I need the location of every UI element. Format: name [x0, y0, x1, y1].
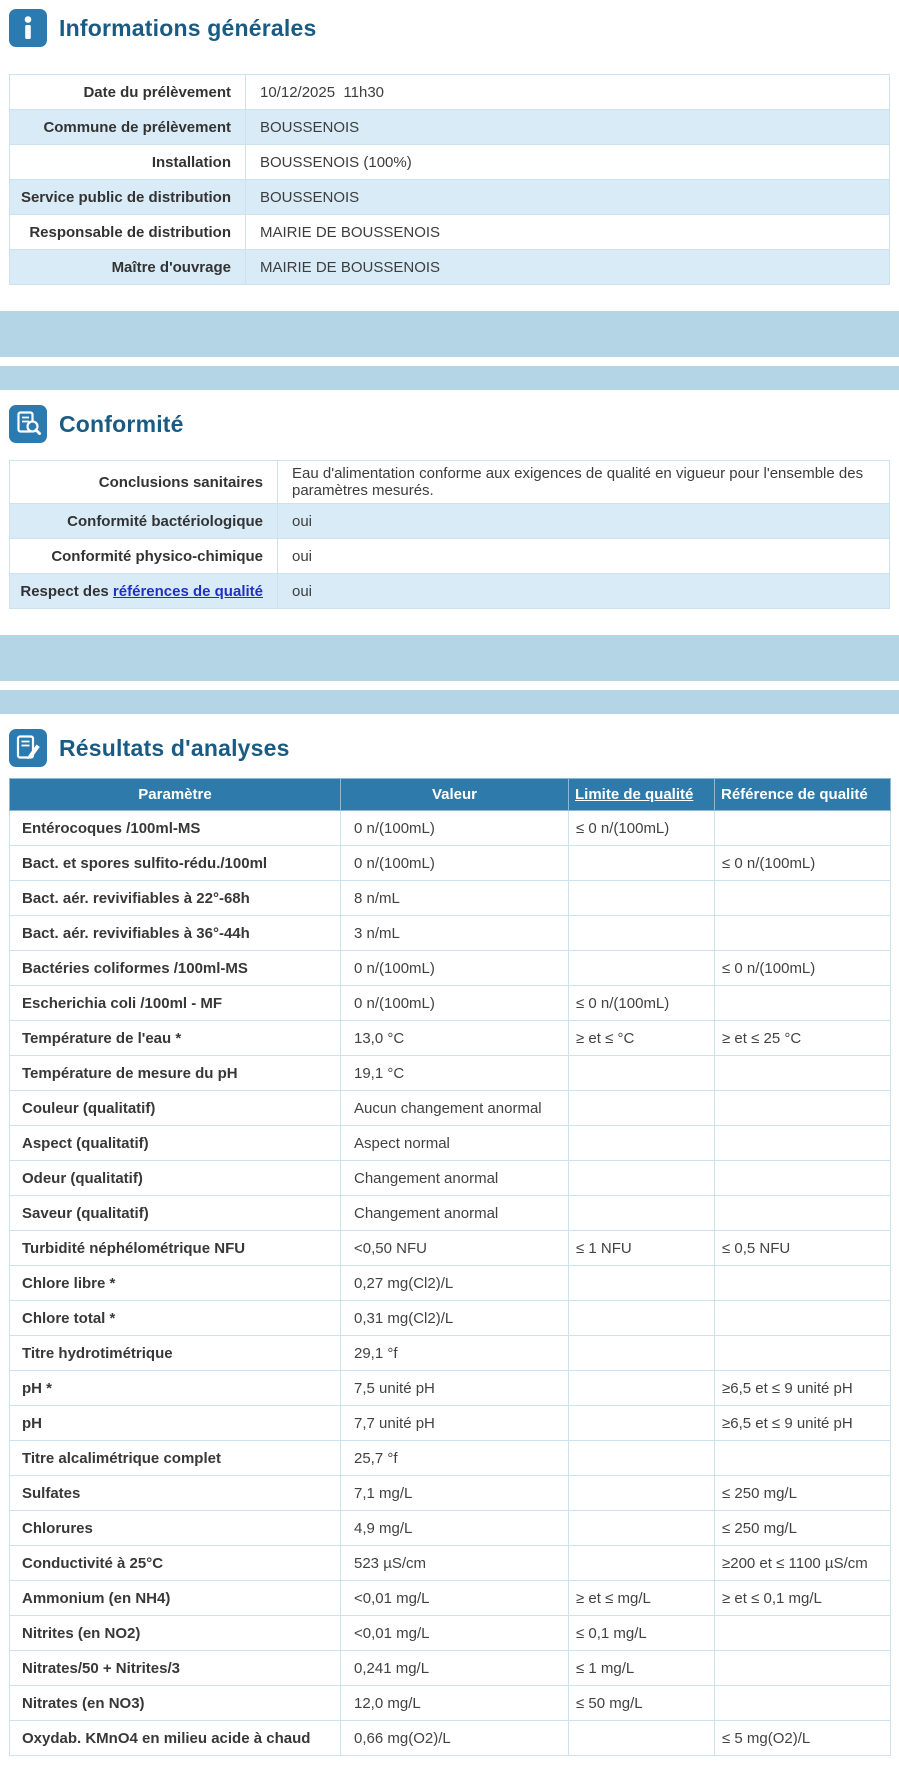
result-row — [10, 951, 891, 986]
result-value — [569, 1091, 715, 1126]
row-value: oui — [278, 574, 890, 609]
result-row — [10, 1581, 891, 1616]
general-info-table — [9, 74, 890, 285]
result-value: 13,0 °C — [341, 1021, 569, 1056]
result-row — [10, 1126, 891, 1161]
result-value — [569, 1441, 715, 1476]
parameter-name: Escherichia coli /100ml - MF — [10, 986, 341, 1021]
table-row — [10, 574, 890, 609]
result-row — [10, 811, 891, 846]
row-value: BOUSSENOIS — [246, 110, 890, 145]
parameter-name: Nitrates/50 + Nitrites/3 — [10, 1651, 341, 1686]
table-row — [10, 504, 890, 539]
result-row — [10, 1616, 891, 1651]
parameter-name: Odeur (qualitatif) — [10, 1161, 341, 1196]
result-value: ≤ 250 mg/L — [715, 1476, 891, 1511]
row-label: Conclusions sanitaires — [10, 461, 278, 504]
separator-band-4 — [0, 690, 899, 714]
row-value: MAIRIE DE BOUSSENOIS — [246, 215, 890, 250]
result-value: 523 µS/cm — [341, 1546, 569, 1581]
result-value: ≥ et ≤ 25 °C — [715, 1021, 891, 1056]
result-value: 3 n/mL — [341, 916, 569, 951]
result-value: 19,1 °C — [341, 1056, 569, 1091]
result-value: ≥ et ≤ °C — [569, 1021, 715, 1056]
result-value: 25,7 °f — [341, 1441, 569, 1476]
result-value: 0,31 mg(Cl2)/L — [341, 1301, 569, 1336]
table-row — [10, 461, 890, 504]
result-value: ≤ 1 mg/L — [569, 1651, 715, 1686]
results-header-row — [10, 779, 891, 811]
result-value — [715, 1056, 891, 1091]
row-label: Date du prélèvement — [10, 75, 246, 110]
info-icon — [9, 9, 47, 47]
section-title-conformity: Conformité — [59, 410, 184, 437]
parameter-name: Couleur (qualitatif) — [10, 1091, 341, 1126]
row-label: Maître d'ouvrage — [10, 250, 246, 285]
result-value: 0,27 mg(Cl2)/L — [341, 1266, 569, 1301]
general-info-tbody — [10, 75, 890, 285]
result-value — [569, 1161, 715, 1196]
result-value: ≤ 0,1 mg/L — [569, 1616, 715, 1651]
result-value: 0 n/(100mL) — [341, 986, 569, 1021]
parameter-name: Aspect (qualitatif) — [10, 1126, 341, 1161]
result-value: ≤ 0,5 NFU — [715, 1231, 891, 1266]
parameter-name: Bactéries coliformes /100ml-MS — [10, 951, 341, 986]
table-row — [10, 145, 890, 180]
result-value: <0,50 NFU — [341, 1231, 569, 1266]
results-table — [9, 778, 891, 1756]
result-value: 0 n/(100mL) — [341, 811, 569, 846]
parameter-name: Ammonium (en NH4) — [10, 1581, 341, 1616]
parameter-name: Chlorures — [10, 1511, 341, 1546]
parameter-name: Saveur (qualitatif) — [10, 1196, 341, 1231]
column-header-3: Référence de qualité — [715, 779, 891, 811]
row-value: Eau d'alimentation conforme aux exigences de qualité en vigueur pour l'ensemble des paramètres mesurés. — [278, 461, 890, 504]
table-row — [10, 180, 890, 215]
result-row — [10, 1336, 891, 1371]
result-value: Changement anormal — [341, 1196, 569, 1231]
result-value — [715, 916, 891, 951]
result-row — [10, 1161, 891, 1196]
result-value — [715, 1441, 891, 1476]
section-header-general — [9, 6, 890, 50]
table-row — [10, 110, 890, 145]
result-row — [10, 1511, 891, 1546]
result-value: ≤ 5 mg(O2)/L — [715, 1721, 891, 1756]
column-header-1: Valeur — [341, 779, 569, 811]
row-label: Installation — [10, 145, 246, 180]
result-value: 12,0 mg/L — [341, 1686, 569, 1721]
result-value: 0 n/(100mL) — [341, 846, 569, 881]
document-pencil-icon — [9, 729, 47, 767]
result-value — [715, 881, 891, 916]
result-row — [10, 1651, 891, 1686]
result-value — [569, 1336, 715, 1371]
results-tbody — [10, 811, 891, 1756]
result-row — [10, 1266, 891, 1301]
result-value: <0,01 mg/L — [341, 1616, 569, 1651]
result-row — [10, 1056, 891, 1091]
row-value: 10/12/2025 11h30 — [246, 75, 890, 110]
parameter-name: Entérocoques /100ml-MS — [10, 811, 341, 846]
result-row — [10, 1686, 891, 1721]
parameter-name: Température de mesure du pH — [10, 1056, 341, 1091]
result-value: 0,66 mg(O2)/L — [341, 1721, 569, 1756]
separator-band-3 — [0, 635, 899, 681]
result-row — [10, 1301, 891, 1336]
result-row — [10, 1196, 891, 1231]
result-value — [715, 1301, 891, 1336]
table-row — [10, 250, 890, 285]
result-value: ≤ 0 n/(100mL) — [569, 811, 715, 846]
row-value: MAIRIE DE BOUSSENOIS — [246, 250, 890, 285]
result-value — [569, 951, 715, 986]
result-value: <0,01 mg/L — [341, 1581, 569, 1616]
result-value — [569, 1721, 715, 1756]
result-value — [569, 1196, 715, 1231]
result-value — [569, 916, 715, 951]
parameter-name: Chlore libre * — [10, 1266, 341, 1301]
result-value — [715, 986, 891, 1021]
result-value: 0 n/(100mL) — [341, 951, 569, 986]
result-value: Aucun changement anormal — [341, 1091, 569, 1126]
result-value: 7,5 unité pH — [341, 1371, 569, 1406]
result-value: ≤ 0 n/(100mL) — [569, 986, 715, 1021]
result-row — [10, 881, 891, 916]
table-row — [10, 75, 890, 110]
parameter-name: Température de l'eau * — [10, 1021, 341, 1056]
document-magnifier-icon — [9, 405, 47, 443]
result-value: ≥6,5 et ≤ 9 unité pH — [715, 1406, 891, 1441]
parameter-name: pH — [10, 1406, 341, 1441]
result-value — [569, 1301, 715, 1336]
parameter-name: Sulfates — [10, 1476, 341, 1511]
result-row — [10, 1476, 891, 1511]
row-label: Responsable de distribution — [10, 215, 246, 250]
column-header-2[interactable] — [569, 779, 715, 811]
result-row — [10, 986, 891, 1021]
result-row — [10, 916, 891, 951]
quality-limit-header-link[interactable]: Limite de qualité — [575, 786, 694, 803]
row-label: Conformité physico-chimique — [10, 539, 278, 574]
result-value: 7,7 unité pH — [341, 1406, 569, 1441]
result-row — [10, 846, 891, 881]
parameter-name: Turbidité néphélométrique NFU — [10, 1231, 341, 1266]
row-value: oui — [278, 504, 890, 539]
row-label: Respect des références de qualité — [10, 574, 278, 609]
result-value — [715, 1651, 891, 1686]
result-value — [715, 1266, 891, 1301]
row-label: Conformité bactériologique — [10, 504, 278, 539]
result-value: 7,1 mg/L — [341, 1476, 569, 1511]
result-value — [715, 811, 891, 846]
result-value — [715, 1161, 891, 1196]
result-value: ≤ 250 mg/L — [715, 1511, 891, 1546]
result-value — [569, 1511, 715, 1546]
parameter-name: Conductivité à 25°C — [10, 1546, 341, 1581]
result-row — [10, 1546, 891, 1581]
conformity-tbody — [10, 461, 890, 609]
result-value: ≤ 0 n/(100mL) — [715, 951, 891, 986]
row-label: Service public de distribution — [10, 180, 246, 215]
separator-band-1 — [0, 311, 899, 357]
result-row — [10, 1441, 891, 1476]
result-value — [569, 846, 715, 881]
result-value — [569, 1546, 715, 1581]
row-label: Commune de prélèvement — [10, 110, 246, 145]
section-title-general: Informations générales — [59, 14, 317, 41]
quality-references-link[interactable]: références de qualité — [112, 582, 263, 600]
result-row — [10, 1721, 891, 1756]
result-row — [10, 1406, 891, 1441]
parameter-name: Chlore total * — [10, 1301, 341, 1336]
section-title-results: Résultats d'analyses — [59, 734, 290, 761]
result-value: 0,241 mg/L — [341, 1651, 569, 1686]
result-value — [715, 1686, 891, 1721]
result-value — [569, 1126, 715, 1161]
row-value: BOUSSENOIS (100%) — [246, 145, 890, 180]
result-value — [569, 1056, 715, 1091]
result-value: ≥ et ≤ mg/L — [569, 1581, 715, 1616]
section-header-conformity — [9, 402, 890, 446]
result-value — [569, 1406, 715, 1441]
result-value — [715, 1616, 891, 1651]
result-value — [715, 1091, 891, 1126]
result-value: ≤ 0 n/(100mL) — [715, 846, 891, 881]
result-row — [10, 1021, 891, 1056]
separator-band-2 — [0, 366, 899, 390]
parameter-name: Nitrites (en NO2) — [10, 1616, 341, 1651]
result-row — [10, 1231, 891, 1266]
parameter-name: Titre alcalimétrique complet — [10, 1441, 341, 1476]
column-header-0: Paramètre — [10, 779, 341, 811]
row-value: oui — [278, 539, 890, 574]
result-value: ≤ 1 NFU — [569, 1231, 715, 1266]
result-value — [569, 881, 715, 916]
table-row — [10, 539, 890, 574]
result-value: ≥ et ≤ 0,1 mg/L — [715, 1581, 891, 1616]
result-value: ≥6,5 et ≤ 9 unité pH — [715, 1371, 891, 1406]
result-value: 4,9 mg/L — [341, 1511, 569, 1546]
table-row — [10, 215, 890, 250]
parameter-name: Titre hydrotimétrique — [10, 1336, 341, 1371]
result-row — [10, 1091, 891, 1126]
result-value — [715, 1196, 891, 1231]
result-value: Aspect normal — [341, 1126, 569, 1161]
result-value: ≥200 et ≤ 1100 µS/cm — [715, 1546, 891, 1581]
result-value — [569, 1476, 715, 1511]
parameter-name: Bact. aér. revivifiables à 36°-44h — [10, 916, 341, 951]
parameter-name: Oxydab. KMnO4 en milieu acide à chaud — [10, 1721, 341, 1756]
section-header-results — [9, 726, 890, 770]
parameter-name: Nitrates (en NO3) — [10, 1686, 341, 1721]
parameter-name: Bact. aér. revivifiables à 22°-68h — [10, 881, 341, 916]
result-value: Changement anormal — [341, 1161, 569, 1196]
conformity-table — [9, 460, 890, 609]
result-value: 29,1 °f — [341, 1336, 569, 1371]
result-value — [715, 1126, 891, 1161]
result-value — [715, 1336, 891, 1371]
result-value — [569, 1371, 715, 1406]
result-value — [569, 1266, 715, 1301]
parameter-name: pH * — [10, 1371, 341, 1406]
result-value: 8 n/mL — [341, 881, 569, 916]
row-value: BOUSSENOIS — [246, 180, 890, 215]
parameter-name: Bact. et spores sulfito-rédu./100ml — [10, 846, 341, 881]
result-value: ≤ 50 mg/L — [569, 1686, 715, 1721]
result-row — [10, 1371, 891, 1406]
